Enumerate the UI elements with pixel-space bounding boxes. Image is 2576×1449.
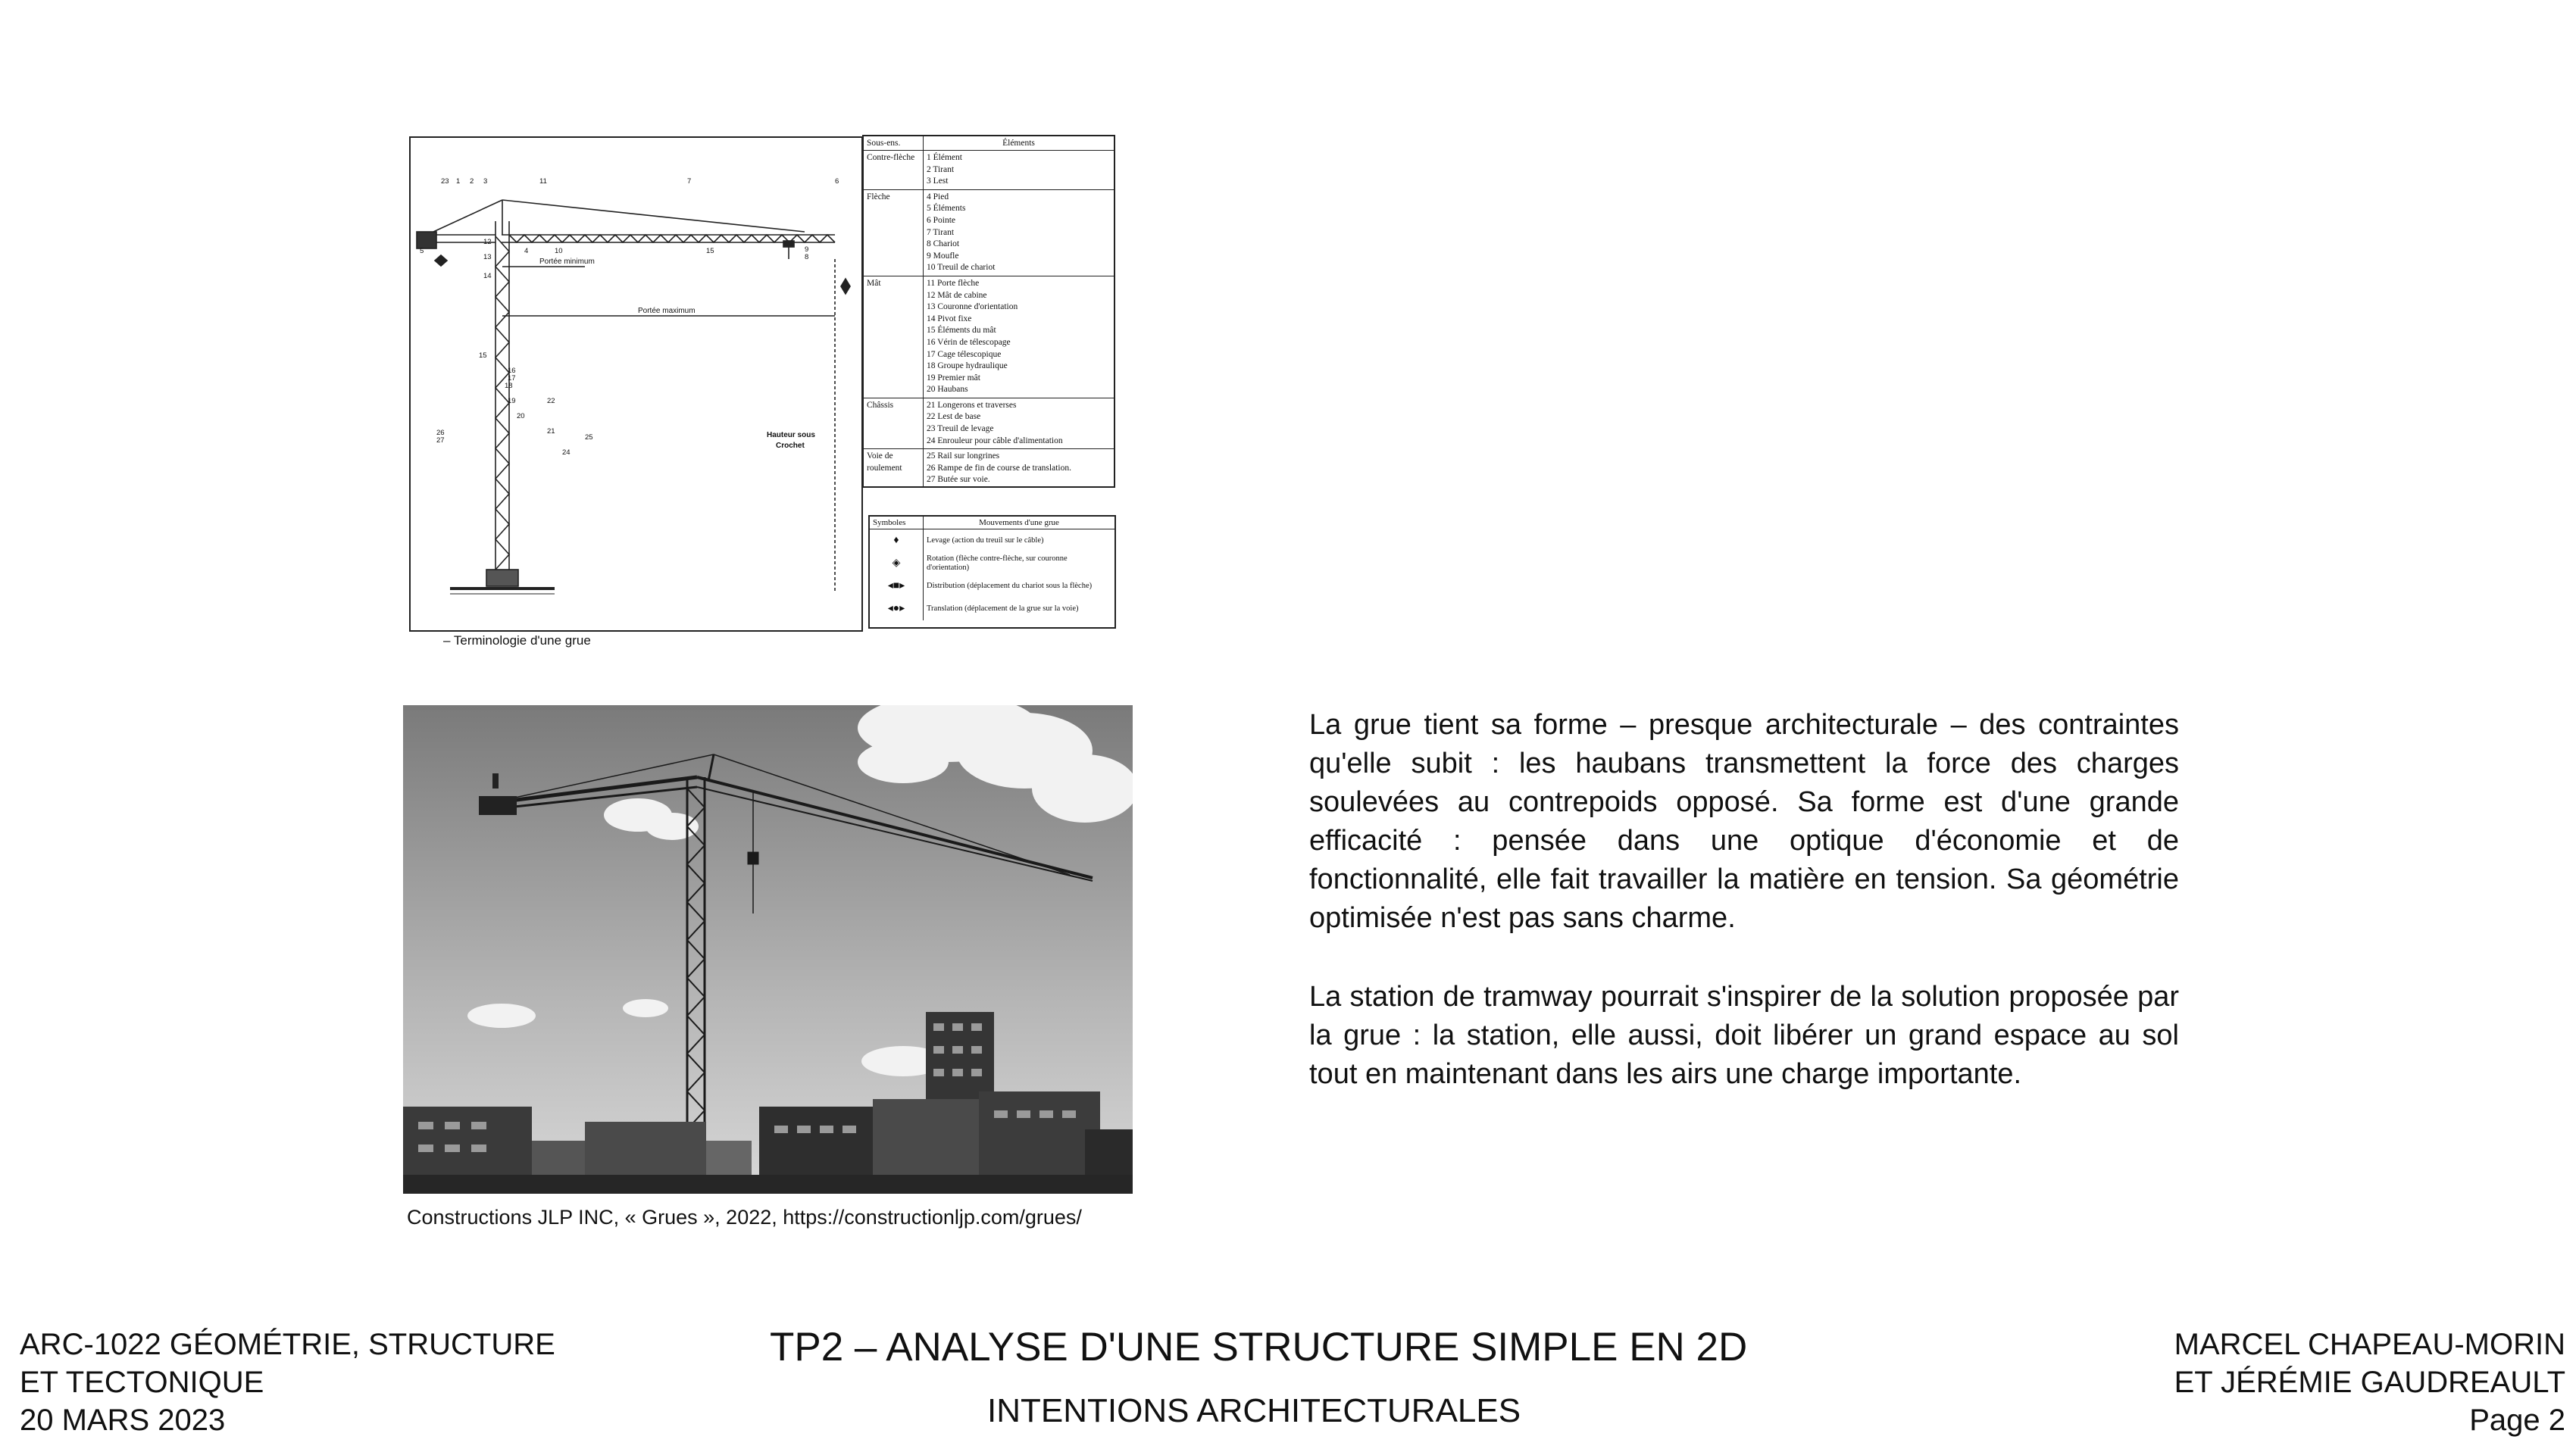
terms-item: 9 Moufle (927, 251, 959, 261)
movement-description: Rotation (flèche contre-flèche, sur couronne d'orientation) (927, 554, 1068, 572)
footer-authors (2174, 1326, 2565, 1439)
diagram-callout-number: 11 (539, 177, 547, 186)
terms-header-row (864, 136, 1114, 151)
crane-photo (403, 705, 1133, 1194)
terms-item: 4 Pied (927, 192, 949, 201)
diagram-callout-number: 25 (585, 433, 593, 442)
terms-item: 24 Enrouleur pour câble d'alimentation (927, 436, 1063, 445)
diagram-callout-number: 5 (420, 247, 424, 255)
terms-item: 7 Tirant (927, 227, 955, 237)
terms-items (924, 398, 1114, 448)
diagram-callout-number: 21 (547, 427, 555, 436)
diagram-callout-number: 3 (483, 177, 488, 186)
movement-description: Distribution (déplacement du chariot sous la flèche) (927, 582, 1093, 590)
diagram-callout-number: 2 (470, 177, 474, 186)
diagram-callout-number: 7 (687, 177, 692, 186)
paragraph-1: La grue tient sa forme – presque architecturale – des contraintes qu'elle subit : les haubans transmettent la force des charges soulevées au contrepoids opposé. Sa forme est d'une grande efficacité : pensée dans une optique d'économie et de fonctionnalité, elle fait travailler la matière en tension. Sa géométrie optimisée n'est pas sans charme. (1309, 709, 2179, 934)
movement-symbol-icon: ◂●▸ (870, 598, 924, 620)
diagram-callout-number: 18 (505, 382, 513, 390)
symbols-header-left: Symboles (870, 517, 924, 529)
terms-group: Châssis (864, 398, 924, 448)
photo-caption: Constructions JLP INC, « Grues », 2022, https://constructionljp.com/grues/ (407, 1206, 1082, 1229)
diagram-callout-number: 22 (547, 397, 555, 405)
terms-item: 21 Longerons et traverses (927, 400, 1017, 410)
diagram-callout-number: 8 (805, 253, 809, 261)
symbols-row (870, 598, 1114, 620)
diagram-caption: – Terminologie d'une grue (443, 633, 591, 648)
terms-item: 20 Haubans (927, 385, 968, 395)
diagram-callout-number: 26 (436, 429, 445, 437)
terms-items (924, 151, 1114, 190)
terms-item: 16 Vérin de télescopage (927, 337, 1011, 347)
footer-course-line-1: ARC-1022 GÉOMÉTRIE, STRUCTURE (20, 1328, 555, 1361)
footer-title: TP2 – ANALYSE D'UNE STRUCTURE SIMPLE EN 2D (770, 1325, 1748, 1369)
hauteur-label-1: Hauteur sous (767, 431, 815, 439)
terms-item: 12 Mât de cabine (927, 290, 987, 300)
terms-item: 23 Treuil de levage (927, 424, 994, 434)
movement-symbol-icon: ♦ (870, 529, 924, 553)
terms-item: 5 Éléments (927, 204, 966, 214)
terms-group: Mât (864, 276, 924, 398)
terms-item: 14 Pivot fixe (927, 314, 972, 323)
diagram-callout-number: 6 (835, 177, 839, 186)
crane-photo-image (403, 705, 1133, 1194)
terms-item: 1 Élément (927, 153, 962, 162)
diagram-callout-number: 15 (479, 351, 487, 360)
terms-row (864, 189, 1114, 276)
terms-header-right: Éléments (924, 136, 1114, 151)
crane-terminology-diagram (409, 136, 863, 632)
terms-row (864, 398, 1114, 448)
diagram-callout-number: 13 (483, 253, 492, 261)
terms-row (864, 449, 1114, 488)
terms-group: Flèche (864, 189, 924, 276)
terms-item: 10 Treuil de chariot (927, 263, 996, 273)
diagram-callout-number: 20 (517, 412, 525, 420)
portee-minimum-label: Portée minimum (539, 258, 595, 266)
terms-items (924, 449, 1114, 488)
terms-items (924, 189, 1114, 276)
movement-symbol-icon: ◈ (870, 552, 924, 575)
diagram-callouts (420, 177, 839, 457)
terms-item: 2 Tirant (927, 164, 955, 174)
movement-description: Translation (déplacement de la grue sur la voie) (927, 604, 1079, 613)
terms-header-left: Sous-ens. (864, 136, 924, 151)
footer-author-1: MARCEL CHAPEAU-MORIN (2174, 1328, 2565, 1361)
crane-diagram-drawing (411, 138, 861, 630)
movement-symbol-icon: ◂■▸ (870, 575, 924, 598)
terms-item: 3 Lest (927, 176, 949, 186)
terms-group: Voie de roulement (864, 449, 924, 488)
terms-row (864, 151, 1114, 190)
footer-subtitle: INTENTIONS ARCHITECTURALES (987, 1392, 1521, 1429)
terms-group: Contre-flèche (864, 151, 924, 190)
terms-item: 22 Lest de base (927, 412, 981, 422)
symbols-table (868, 515, 1116, 629)
terms-item: 8 Chariot (927, 239, 960, 249)
diagram-callout-number: 12 (483, 238, 492, 246)
diagram-callout-number: 24 (562, 448, 571, 457)
hauteur-label-2: Crochet (776, 442, 805, 450)
footer-course-line-2: ET TECTONIQUE (20, 1366, 264, 1399)
footer-date: 20 MARS 2023 (20, 1404, 226, 1437)
terms-table (862, 135, 1115, 488)
diagram-callout-number: 10 (555, 247, 563, 255)
terms-item: 27 Butée sur voie. (927, 475, 990, 485)
terms-item: 25 Rail sur longrines (927, 451, 1000, 461)
diagram-callout-number: 1 (456, 177, 461, 186)
paragraph-2: La station de tramway pourrait s'inspirer de la solution proposée par la grue : la station, elle aussi, doit libérer un grand espace au sol tout en maintenant dans les airs une charge importante. (1309, 981, 2179, 1090)
terms-item: 15 Éléments du mât (927, 326, 996, 336)
diagram-callout-number: 9 (805, 245, 809, 254)
diagram-callout-number: 19 (508, 397, 516, 405)
terms-item: 26 Rampe de fin de course de translation. (927, 463, 1071, 473)
terms-item: 19 Premier mât (927, 373, 980, 383)
diagram-callout-number: 15 (706, 247, 714, 255)
terms-item: 6 Pointe (927, 215, 956, 225)
symbols-row (870, 552, 1114, 575)
symbols-row (870, 529, 1114, 553)
footer-author-2: ET JÉRÉMIE GAUDREAULT (2174, 1366, 2565, 1399)
terms-item: 13 Couronne d'orientation (927, 302, 1018, 312)
terms-row (864, 276, 1114, 398)
terms-item: 11 Porte flèche (927, 278, 980, 288)
page-number: Page 2 (2469, 1404, 2565, 1437)
terms-item: 18 Groupe hydraulique (927, 361, 1008, 371)
portee-maximum-label: Portée maximum (638, 307, 696, 315)
diagram-callout-number: 23 (441, 177, 449, 186)
symbols-header-row (870, 517, 1114, 529)
diagram-callout-number: 27 (436, 436, 445, 445)
diagram-callout-number: 14 (483, 272, 492, 280)
symbols-header-right: Mouvements d'une grue (924, 517, 1115, 529)
diagram-callout-number: 17 (508, 374, 516, 383)
diagram-callout-number: 16 (508, 367, 516, 375)
symbols-row (870, 575, 1114, 598)
footer-course-info (20, 1326, 596, 1439)
movement-description: Levage (action du treuil sur le câble) (927, 536, 1044, 545)
terms-items (924, 276, 1114, 398)
diagram-callout-number: 4 (524, 247, 529, 255)
terms-item: 17 Cage télescopique (927, 349, 1002, 359)
